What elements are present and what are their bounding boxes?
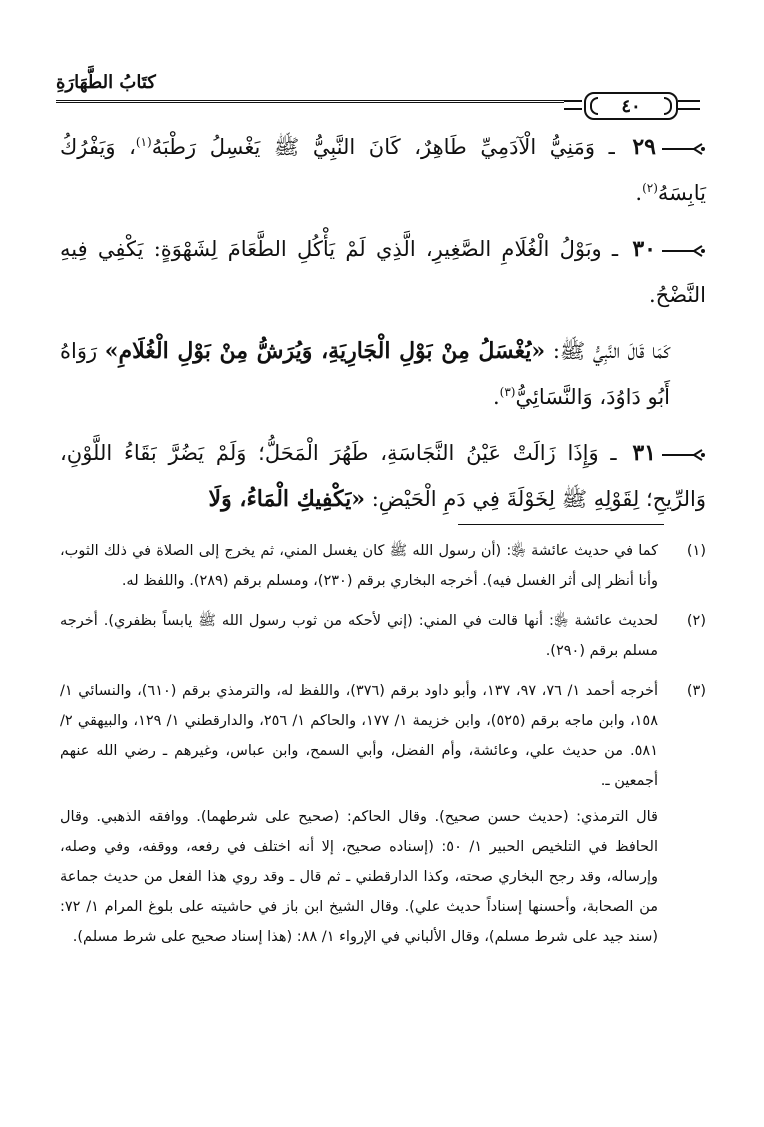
footnote-number: (٢) [686,613,706,629]
footnote [60,676,706,958]
paragraph-text: رَوَاهُ أَبُو دَاوُدَ، وَالنَّسَائِيُّ [60,339,670,409]
paragraph-text: ـ وبَوْلُ الْغُلَامِ الصَّغِيرِ، الَّذِي لَمْ يَأْكُلِ الطَّعَامَ لِشَهْوَةٍ: يَكْفِي فِيهِ النَّضْحُ. [60,237,706,307]
paragraph-marker-icon [662,448,706,462]
page-number-frame [564,92,700,116]
main-text [60,124,706,532]
page-number-box [584,92,678,120]
paragraph-text: ، وَيَفْرُكُ يَابِسَهُ [60,135,706,205]
footnote-text: كما في حديث عائشة ﵂: (أن رسول الله ﷺ كان يغسل المني، ثم يخرج إلى الصلاة في ذلك الثوب، وأنا أنظر إلى أثر الغسل فيه). أخرجه البخاري برقم (٢٣٠)، ومسلم برقم (٢٨٩). واللفظ له. [60,543,658,589]
paragraph-text: ـ وَإِذَا زَالَتْ عَيْنُ النَّجَاسَةِ، طَهُرَ الْمَحَلُّ؛ وَلَمْ يَضُرَّ بَقَاءُ اللَّوْنِ، وَالرِّيحِ؛ لِقَوْلِهِ ﷺ لِخَوْلَةَ فِي دَمِ الْحَيْضِ: [60,441,706,511]
book-title: كتَابُ الطَّهَارَةِ [56,72,156,93]
footnote-ref[interactable]: (٣) [499,385,516,399]
paragraph-marker-icon [662,244,706,258]
paragraph-text: كَمَا قَالَ النَّبِيُّ ﷺ: [552,339,670,363]
page-header [56,70,700,117]
page-number: ٤٠ [621,95,641,117]
paragraph-text: ـ وَمَنِيُّ الْآدَمِيِّ طَاهِرٌ، كَانَ النَّبِيُّ ﷺ يَغْسِلُ رَطْبَهُ [151,135,615,159]
footnote-number: (٣) [686,683,706,699]
hadith-quote: «يَكْفِيكِ الْمَاءُ، وَلَا [208,486,366,512]
hadith-quote: «يُغْسَلُ مِنْ بَوْلِ الْجَارِيَةِ، وَيُرَشُّ مِنْ بَوْلِ الْغُلَامِ» [104,338,546,364]
paragraph-number: ٢٩ [632,134,656,160]
footnote [60,606,706,672]
paragraph-number: ٣١ [632,440,656,466]
footnote-ref[interactable]: (٢) [642,181,658,195]
footnotes [60,536,706,962]
paragraph-30-continued: كَمَا قَالَ النَّبِيُّ ﷺ: «يُغْسَلُ مِنْ بَوْلِ الْجَارِيَةِ، وَيُرَشُّ مِنْ بَوْلِ الْغُلَامِ» رَوَاهُ أَبُو دَاوُدَ، وَالنَّسَائِيُّ$^{(٣)}$. [60,338,670,409]
footnote-text: قال الترمذي: (حديث حسن صحيح). وقال الحاكم: (صحيح على شرطهما). ووافقه الذهبي. وقال الحافظ في التلخيص الحبير ١/ ٥٠: (إسناده صحيح، إلا أنه اختلف في رفعه، ووقفه، وفي وصله، وإرساله، وقد رجح البخاري صحته، وكذا الدارقطني ـ ثم قال ـ وقد روي هذا الفعل من حديث جماعة من الصحابة، وأحسنها إسناداً حديث علي). وقال الشيخ ابن باز في حاشيته على بلوغ المرام ١/ ٧٢: (سند جيد على شرط مسلم)، وقال الألباني في الإرواء ١/ ٨٨: (هذا إسناد صحيح على شرط مسلم). [60,809,658,945]
footnote-number: (١) [686,543,706,559]
footnote-text: لحديث عائشة ﵂: أنها قالت في المني: (إني لأحكه من ثوب رسول الله ﷺ يابساً بظفري). أخرجه مسلم برقم (٢٩٠). [60,613,658,659]
paragraph-29: ٢٩ ـ وَمَنِيُّ الْآدَمِيِّ طَاهِرٌ، كَانَ النَّبِيُّ ﷺ يَغْسِلُ رَطْبَهُ$^{(١)}$، وَيَفْرُكُ يَابِسَهُ$^{(٢)}$. [60,134,706,205]
paragraph-31 [60,430,706,522]
paragraph-marker-icon [662,142,706,156]
footnote-ref[interactable]: (١) [135,135,152,149]
paragraph-number: ٣٠ [632,236,656,262]
footnote-separator [458,524,664,525]
footnote [60,536,706,602]
footnote-text: أخرجه أحمد ١/ ٧٦، ٩٧، ١٣٧، وأبو داود برقم (٣٧٦)، واللفظ له، والترمذي برقم (٦١٠)، والنسائي ١/ ١٥٨، وابن ماجه برقم (٥٢٥)، وابن خزيمة ١/ ١٧٧، والحاكم ١/ ٢٥٦، والدارقطني ١/ ١٢٩، والبيهقي ٢/ ٥٨١. من حديث علي، وعائشة، وأم الفضل، وأبي السمح، وابن عباس، وغيرهم ـ رضي الله عنهم أجمعين ـ. [60,683,658,789]
paragraph-30 [60,226,706,318]
